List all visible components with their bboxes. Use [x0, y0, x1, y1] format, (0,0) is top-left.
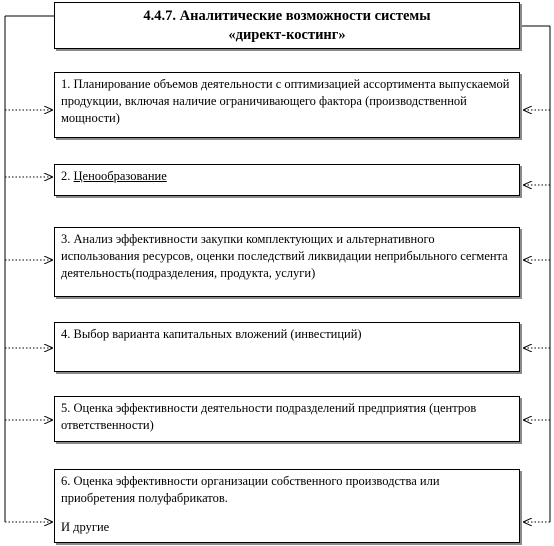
item-2-prefix: 2.: [61, 169, 74, 183]
item-2-link[interactable]: Ценообразование: [73, 169, 167, 183]
item-6-text: 6. Оценка эффективности организации собственного производства или приобретения полуфабрикатов.: [61, 474, 440, 505]
title-line-2: «директ-костинг»: [228, 27, 346, 43]
item-box-3: [54, 227, 520, 297]
item-5-text: 5. Оценка эффективности деятельности подразделений предприятия (центров ответственности): [61, 401, 477, 432]
title-box: [54, 2, 520, 49]
item-6-extra: И другие: [61, 520, 110, 534]
item-box-2: [54, 164, 520, 196]
title-line-1: 4.4.7. Аналитические возможности системы: [143, 8, 431, 24]
item-3-text: 3. Анализ эффективности закупки комплектующих и альтернативного использования ресурсов, оценки последствий ликвидации неприбыльного сегмента деятельность(подразделения, продукта, услуги): [61, 232, 508, 280]
item-box-5: [54, 396, 520, 442]
item-box-1: [54, 72, 520, 138]
item-box-4: [54, 322, 520, 372]
item-1-text: 1. Планирование объемов деятельности с оптимизацией ассортимента выпускаемой продукции, включая наличие ограничивающего фактора (производственной мощности): [61, 77, 510, 125]
item-box-6: [54, 469, 520, 543]
item-4-text: 4. Выбор варианта капитальных вложений (инвестиций): [61, 327, 362, 341]
